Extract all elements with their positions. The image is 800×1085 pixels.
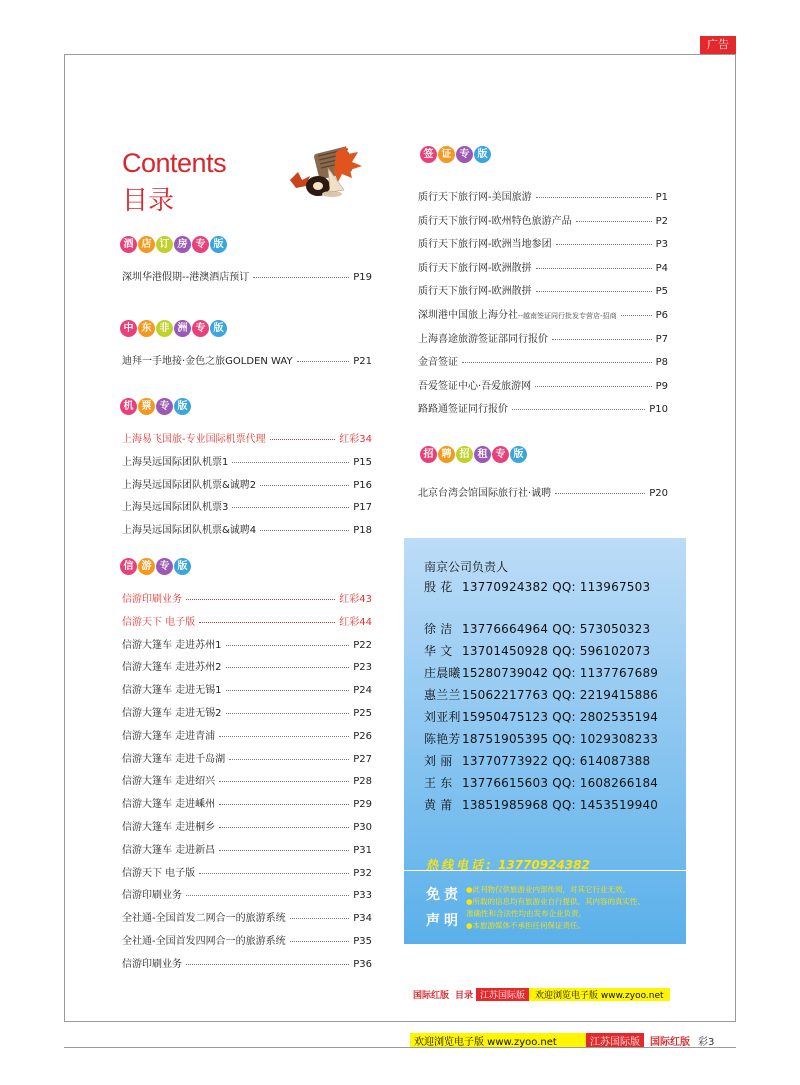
toc-entry-title: 上海喜途旅游签证部同行报价 xyxy=(418,333,548,345)
dot-leader xyxy=(297,361,350,362)
badge-char: 版 xyxy=(210,320,227,337)
toc-entry[interactable] xyxy=(418,212,668,226)
dot-leader xyxy=(555,493,645,494)
badge-char: 订 xyxy=(156,236,173,253)
toc-entry-title: 质行天下旅行网-美国旅游 xyxy=(418,192,532,203)
toc-entry-page: P5 xyxy=(655,286,668,298)
toc-entry[interactable] xyxy=(418,306,668,320)
contact-qq-label: QQ: xyxy=(552,798,576,812)
toc-entry-page: P21 xyxy=(353,356,372,367)
toc-entry[interactable] xyxy=(418,259,668,273)
dot-leader xyxy=(556,244,652,245)
toc-entry-title: 质行天下旅行网-欧州特色旅游产品 xyxy=(418,215,572,227)
badge-char: 信 xyxy=(120,558,137,575)
toc-entry-title: 上海昊远国际团队机票3 xyxy=(122,502,229,514)
hotline-label: 热线电话: xyxy=(426,858,494,872)
toc-entry[interactable] xyxy=(122,498,372,512)
dot-leader xyxy=(621,315,652,316)
badge-char: 招 xyxy=(420,446,437,463)
toc-entry[interactable] xyxy=(122,955,372,969)
contact-row xyxy=(424,578,650,595)
toc-entry[interactable] xyxy=(418,330,668,344)
footer-section: 目录 xyxy=(452,988,476,1001)
footer-region: 江苏国际版 xyxy=(476,988,529,1001)
toc-entry-page: P24 xyxy=(353,685,372,697)
toc-entry-page: P10 xyxy=(649,404,668,416)
badge-char: 版 xyxy=(210,236,227,253)
toc-entry-title: 信游印刷业务 xyxy=(122,958,182,970)
badge-char: 专 xyxy=(456,146,473,163)
contact-qq-label: QQ: xyxy=(552,710,576,724)
hotline-number: 13770924382 xyxy=(498,858,590,872)
toc-entry[interactable] xyxy=(418,282,668,296)
toc-entry[interactable] xyxy=(122,430,372,444)
section-badge xyxy=(120,236,227,253)
contact-phone: 13776615603 xyxy=(462,776,549,790)
dot-leader xyxy=(226,667,350,668)
badge-char: 酒 xyxy=(120,236,137,253)
contact-qq: 596102073 xyxy=(579,644,651,658)
contact-phone: 13770924382 xyxy=(462,580,549,594)
contact-phone: 13701450928 xyxy=(462,644,549,658)
disclaimer-title-2: 声明 xyxy=(426,913,462,929)
badge-char: 聘 xyxy=(438,446,455,463)
toc-entry[interactable] xyxy=(122,841,372,855)
toc-entry-page: P32 xyxy=(353,867,372,879)
contact-name: 刘亚利 xyxy=(424,710,461,724)
badge-char: 专 xyxy=(492,446,509,463)
contact-name: 王 东 xyxy=(424,776,453,790)
toc-entry[interactable] xyxy=(122,704,372,718)
section-badge xyxy=(120,320,227,337)
toc-entry-page: P23 xyxy=(353,662,372,674)
toc-entry-title: 北京台湾会馆国际旅行社·诚聘 xyxy=(418,488,552,499)
toc-entry[interactable] xyxy=(122,521,372,535)
dot-leader xyxy=(260,485,349,486)
toc-entry[interactable] xyxy=(418,377,668,391)
dot-leader xyxy=(186,599,335,600)
disclaimer-title-1: 免责 xyxy=(426,887,462,903)
badge-char: 签 xyxy=(420,146,437,163)
dot-leader xyxy=(232,507,349,508)
contact-phone: 13776664964 xyxy=(462,622,549,636)
toc-entry-page: P22 xyxy=(353,639,372,651)
contact-qq: 113967503 xyxy=(579,580,651,594)
dot-leader xyxy=(186,895,349,896)
toc-entry-page: P8 xyxy=(655,357,668,369)
toc-entry-page: P7 xyxy=(655,333,668,345)
toc-entry-title: 信游大篷车 走进千岛湖 xyxy=(122,753,226,765)
toc-entry[interactable] xyxy=(418,235,668,249)
toc-entry-title: 质行天下旅行网-欧洲当地参团 xyxy=(418,239,552,251)
dot-leader xyxy=(576,221,652,222)
dot-leader xyxy=(219,781,349,782)
toc-entry[interactable] xyxy=(418,400,668,414)
contact-name: 徐 洁 xyxy=(424,622,453,636)
section-badge xyxy=(420,146,491,163)
toc-entry-title: 路路通签证同行报价 xyxy=(418,404,508,416)
contact-row xyxy=(424,730,658,747)
toc-entry[interactable] xyxy=(122,795,372,809)
dot-leader xyxy=(219,736,349,737)
dot-leader xyxy=(260,530,349,531)
contact-name: 华 文 xyxy=(424,644,453,658)
contact-name: 殷 花 xyxy=(424,580,453,594)
dot-leader xyxy=(536,291,652,292)
dot-leader xyxy=(186,964,349,965)
toc-entry-page: P16 xyxy=(353,479,372,491)
toc-entry-page: P28 xyxy=(353,776,372,788)
toc-entry-title: 信游大篷车 走进苏州1 xyxy=(122,639,222,651)
badge-char: 游 xyxy=(138,558,155,575)
contact-phone: 15950475123 xyxy=(462,710,549,724)
bottom-website[interactable]: 欢迎浏览电子版 www.zyoo.net xyxy=(410,1033,586,1048)
dot-leader xyxy=(290,918,350,919)
contact-qq-label: QQ: xyxy=(552,776,576,790)
badge-char: 租 xyxy=(474,446,491,463)
contact-qq-label: QQ: xyxy=(552,644,576,658)
toc-entry-page: P25 xyxy=(353,708,372,719)
disclaimer-item: 准确性和合法性均由发布企业负责。 xyxy=(466,909,586,918)
toc-entry[interactable] xyxy=(122,818,372,832)
footer-strip xyxy=(410,988,670,1001)
dot-leader xyxy=(199,622,335,623)
toc-entry-page: P36 xyxy=(353,958,372,970)
badge-char: 专 xyxy=(156,558,173,575)
bottom-rule xyxy=(64,1047,736,1048)
toc-entry[interactable] xyxy=(122,268,372,282)
hotline-divider xyxy=(404,870,686,871)
contact-row xyxy=(424,686,658,703)
contact-name: 庄晨曦 xyxy=(424,666,461,680)
dot-leader xyxy=(535,386,651,387)
contact-row xyxy=(424,774,658,791)
toc-entry-page: P29 xyxy=(353,799,372,811)
contact-row xyxy=(424,664,658,681)
toc-entry-title: 信游大篷车 走进无锡2 xyxy=(122,708,222,719)
toc-entry-title: 质行天下旅行网-欧洲散拼 xyxy=(418,262,532,274)
ad-tag: 广告 xyxy=(700,36,736,54)
toc-entry-page: P18 xyxy=(353,525,372,537)
toc-entry-title: 深圳港中国旅上海分社 xyxy=(418,310,518,321)
toc-entry-title: 上海易飞国旅-专业国际机票代理 xyxy=(122,434,266,445)
toc-entry-page: P3 xyxy=(655,239,668,251)
contact-qq-label: QQ: xyxy=(552,688,576,702)
toc-entry-page: 红彩34 xyxy=(339,434,372,445)
toc-entry-page: P30 xyxy=(353,822,372,833)
footer-website[interactable]: 欢迎浏览电子版 www.zyoo.net xyxy=(529,988,670,1001)
contact-qq: 2802535194 xyxy=(579,710,659,724)
contact-row xyxy=(424,642,650,659)
toc-entry-title: 上海昊远国际团队机票1 xyxy=(122,456,229,468)
badge-char: 版 xyxy=(174,398,191,415)
toc-entry[interactable] xyxy=(418,484,668,498)
toc-entry-title: 深圳华港假期--港澳酒店预订 xyxy=(122,272,250,283)
toc-entry-page: P31 xyxy=(353,844,372,856)
section-badge xyxy=(120,398,191,415)
toc-entry-title: 信游印刷业务 xyxy=(122,890,182,902)
toc-entry[interactable] xyxy=(122,772,372,786)
section-badge xyxy=(120,558,191,575)
toc-entry-page: 红彩43 xyxy=(339,594,372,605)
toc-entry[interactable] xyxy=(122,613,372,627)
contact-qq: 1029308233 xyxy=(579,732,659,746)
coffee-leaves-icon xyxy=(288,146,364,202)
dot-leader xyxy=(232,462,349,463)
dot-leader xyxy=(270,439,336,440)
toc-entry-title: 信游天下 电子版 xyxy=(122,616,196,628)
toc-entry-title: 信游大篷车 走进青浦 xyxy=(122,730,216,742)
page-number: 彩3 xyxy=(698,1036,715,1048)
toc-entry[interactable] xyxy=(122,886,372,900)
toc-entry-page: P9 xyxy=(655,380,668,392)
dot-leader xyxy=(253,277,349,278)
dot-leader xyxy=(219,827,349,828)
toc-entry-page: P20 xyxy=(649,488,668,499)
contact-phone: 15062217763 xyxy=(462,688,549,702)
toc-entry-title: 上海昊远国际团队机票&诚聘2 xyxy=(122,479,257,491)
toc-entry[interactable] xyxy=(418,353,668,367)
toc-entry[interactable] xyxy=(122,727,372,741)
badge-char: 洲 xyxy=(174,320,191,337)
bottom-edition: 国际红版 xyxy=(650,1036,690,1048)
contents-title-en: Contents xyxy=(122,148,227,178)
toc-entry-title: 迪拜一手地接·金色之旅GOLDEN WAY xyxy=(122,356,293,367)
dot-leader xyxy=(199,873,349,874)
toc-entry[interactable] xyxy=(122,658,372,672)
dot-leader xyxy=(226,645,350,646)
badge-char: 非 xyxy=(156,320,173,337)
toc-entry[interactable] xyxy=(122,932,372,946)
contact-qq: 573050323 xyxy=(579,622,651,636)
toc-entry[interactable] xyxy=(122,750,372,764)
contact-qq: 1137767689 xyxy=(579,666,659,680)
bottom-region: 江苏国际版 xyxy=(586,1033,644,1048)
contact-name: 惠兰兰 xyxy=(424,688,461,702)
toc-entry[interactable] xyxy=(122,453,372,467)
toc-entry[interactable] xyxy=(418,188,668,202)
toc-entry[interactable] xyxy=(122,864,372,878)
dot-leader xyxy=(229,759,349,760)
contact-row xyxy=(424,752,650,769)
footer-edition: 国际红版 xyxy=(410,988,452,1001)
toc-entry[interactable] xyxy=(122,476,372,490)
toc-entry-title: 信游大篷车 走进嵊州 xyxy=(122,799,216,811)
contact-phone: 15280739042 xyxy=(462,666,549,680)
contact-row xyxy=(424,620,650,637)
dot-leader xyxy=(512,409,645,410)
contact-qq: 1453519940 xyxy=(579,798,659,812)
disclaimer-item: ●所载的信息均有旅游业自行提供，其内容的真实性、 xyxy=(466,897,646,906)
badge-char: 版 xyxy=(174,558,191,575)
toc-entry-page: P33 xyxy=(353,890,372,902)
toc-entry-title: 信游大篷车 走进苏州2 xyxy=(122,662,222,674)
contact-qq: 614087388 xyxy=(579,754,651,768)
toc-entry-page: P6 xyxy=(655,310,668,321)
toc-entry-title: 吾爱签证中心·吾爱旅游网 xyxy=(418,380,532,392)
badge-char: 房 xyxy=(174,236,191,253)
dot-leader xyxy=(219,804,349,805)
bottom-bar xyxy=(410,1033,714,1047)
dot-leader xyxy=(552,339,652,340)
toc-entry-page: P1 xyxy=(655,192,668,203)
contact-name: 黄 莆 xyxy=(424,798,453,812)
toc-entry-title: 金音签证 xyxy=(418,357,458,369)
dot-leader xyxy=(536,268,652,269)
badge-char: 店 xyxy=(138,236,155,253)
contact-name: 刘 丽 xyxy=(424,754,453,768)
contact-qq-label: QQ: xyxy=(552,666,576,680)
toc-entry-title: 信游大篷车 走进新昌 xyxy=(122,844,216,856)
toc-entry-title: 信游大篷车 走进桐乡 xyxy=(122,822,216,833)
toc-entry-page: P26 xyxy=(353,730,372,742)
toc-entry-title: 全社通-全国首发四网合一的旅游系统 xyxy=(122,936,286,947)
toc-entry[interactable] xyxy=(122,352,372,366)
toc-entry[interactable] xyxy=(122,681,372,695)
toc-entry-page: P2 xyxy=(655,215,668,227)
dot-leader xyxy=(462,362,652,363)
contact-box xyxy=(404,538,686,944)
dot-leader xyxy=(290,941,350,942)
toc-entry-page: P27 xyxy=(353,753,372,765)
contents-title-zh: 目录 xyxy=(122,186,175,216)
toc-entry-page: P34 xyxy=(353,913,372,925)
contact-phone: 13851985968 xyxy=(462,798,549,812)
contact-qq-label: QQ: xyxy=(552,622,576,636)
toc-entry-title: 全社通-全国首发二网合一的旅游系统 xyxy=(122,913,286,925)
contact-phone: 13770773922 xyxy=(462,754,549,768)
badge-char: 专 xyxy=(156,398,173,415)
contact-qq: 2219415886 xyxy=(579,688,659,702)
dot-leader xyxy=(226,690,350,691)
badge-char: 票 xyxy=(138,398,155,415)
toc-entry-page: P17 xyxy=(353,502,372,514)
contact-qq-label: QQ: xyxy=(552,754,576,768)
toc-entry-title: 质行天下旅行网-欧洲散拼 xyxy=(418,286,532,298)
toc-entry-page: 红彩44 xyxy=(339,616,372,628)
badge-char: 版 xyxy=(474,146,491,163)
badge-char: 版 xyxy=(510,446,527,463)
toc-entry-page: P15 xyxy=(353,456,372,468)
toc-entry-title: 信游印刷业务 xyxy=(122,594,182,605)
dot-leader xyxy=(536,197,652,198)
contact-row xyxy=(424,796,658,813)
badge-char: 中 xyxy=(120,320,137,337)
toc-entry-title: 上海昊远国际团队机票&诚聘4 xyxy=(122,525,257,537)
badge-char: 招 xyxy=(456,446,473,463)
disclaimer-item: ●此刊物仅供旅游业内部传阅，对其它行业无效。 xyxy=(466,885,631,894)
toc-entry-title: 信游天下 电子版 xyxy=(122,867,196,879)
dot-leader xyxy=(226,713,350,714)
badge-char: 专 xyxy=(192,320,209,337)
contact-qq-label: QQ: xyxy=(552,580,576,594)
badge-char: 东 xyxy=(138,320,155,337)
toc-entry[interactable] xyxy=(122,590,372,604)
toc-entry-subtitle: --越南签证同行批发专营店-招商 xyxy=(518,312,617,320)
toc-entry-page: P35 xyxy=(353,936,372,947)
badge-char: 专 xyxy=(192,236,209,253)
dot-leader xyxy=(219,850,349,851)
badge-char: 机 xyxy=(120,398,137,415)
contact-qq-label: QQ: xyxy=(552,732,576,746)
contact-row xyxy=(424,708,658,725)
contact-phone: 18751905395 xyxy=(462,732,549,746)
badge-char: 证 xyxy=(438,146,455,163)
contact-name: 陈艳芳 xyxy=(424,732,461,746)
contact-title: 南京公司负责人 xyxy=(424,560,509,574)
toc-entry[interactable] xyxy=(122,636,372,650)
disclaimer-item: ●本旅游媒体不承担任何保证责任。 xyxy=(466,921,586,930)
toc-entry-page: P4 xyxy=(655,262,668,274)
contact-qq: 1608266184 xyxy=(579,776,659,790)
section-badge xyxy=(420,446,527,463)
toc-entry[interactable] xyxy=(122,909,372,923)
toc-entry-title: 信游大篷车 走进无锡1 xyxy=(122,685,222,697)
toc-entry-title: 信游大篷车 走进绍兴 xyxy=(122,776,216,788)
toc-entry-page: P19 xyxy=(353,272,372,283)
